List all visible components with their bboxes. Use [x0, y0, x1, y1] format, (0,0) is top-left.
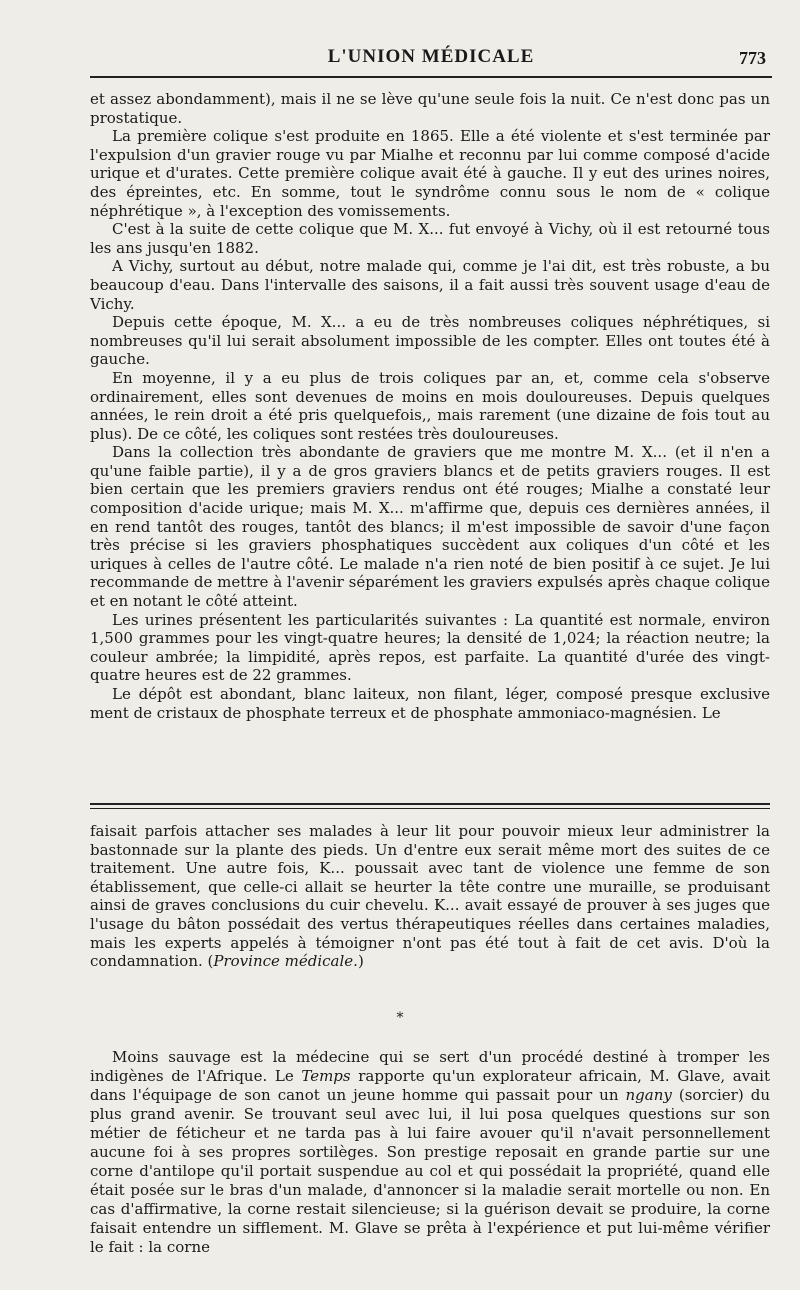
section-separator: *: [396, 1010, 404, 1026]
footnote-text-after: ): [357, 952, 364, 971]
paragraph: et assez abondamment), mais il ne se lève qu'une seule fois la nuit. Ce n'est donc pas un prostatique.: [90, 90, 770, 127]
footnote-text-before: faisait parfois attacher ses malades à leur lit pour pouvoir mieux leur administrer la bastonnade sur la plante des pieds. Un d'entre eux serait même mort des suites de ce traitement. Une autre fois, K... poussait avec tant de violence une femme de son établissement, que celle-ci allait se heurter la tête contre une muraille, se produisant ainsi de graves conclusions du cuir chevelu. K... avait essayé de prouver à ses juges que l'usage du bâton possédait des vertus thérapeutiques réelles dans certaines maladies, mais les experts appelés à témoigner n'ont pas été tout à fait de cet avis. D'où la condamnation. (: [90, 822, 770, 971]
paragraph: [90, 1048, 770, 1257]
term-ngany: ngany: [625, 1086, 672, 1104]
article-text-part: (sorcier) du plus grand avenir. Se trouvant seul avec lui, il lui posa quelques questions sur son métier de féticheur et ne tarda pas à lui faire avouer qu'il n'avait personnellement aucune foi à ses propres sortilèges. Son prestige reposait en grande partie sur une corne d'antilope qu'il portait suspendue au col et qui possédait la propriété, quand elle était posée sur le bras d'un malade, d'annoncer si la maladie serait mortelle ou non. En cas d'affirmative, la corne restait silencieuse; si la guérison devait se produire, la corne faisait entendre un sifflement. M. Glave se prêta à l'expérience et put lui-même vérifier le fait : la corne: [90, 1086, 770, 1256]
page-header: [92, 46, 770, 76]
paragraph: C'est à la suite de cette colique que M. X... fut envoyé à Vichy, où il est retourné tous les ans jusqu'en 1882.: [90, 220, 770, 257]
footnote-rule: [90, 803, 770, 809]
paragraph: Le dépôt est abondant, blanc laiteux, non filant, léger, composé presque exclusive ment de cristaux de phosphate terreux et de phosphate ammoniaco-magnésien. Le: [90, 685, 770, 722]
footnote-text: [90, 822, 770, 971]
paragraph: La première colique s'est produite en 1865. Elle a été violente et s'est terminée par l'expulsion d'un gravier rouge vu par Mialhe et reconnu par lui comme composé d'acide urique et d'urates. Cette première colique avait été à gauche. Il y eut des urines noires, des épreintes, etc. En somme, tout le syndrôme connu sous le nom de « colique néphrétique », à l'exception des vomissements.: [90, 127, 770, 220]
article-text-part: Moins sauvage est la médecine qui se sert d'un procédé destiné à tromper les indigènes de l'Afrique. Le: [90, 1048, 770, 1085]
header-rule: [90, 76, 772, 78]
page-number: 773: [739, 48, 766, 68]
article-text: [90, 1048, 770, 1257]
footnote-source: Province médicale.: [213, 952, 358, 971]
paragraph: Depuis cette époque, M. X... a eu de très nombreuses coliques néphrétiques, si nombreuses qu'il lui serait absolument impossible de les compter. Elles ont toutes été à gauche.: [90, 313, 770, 369]
paragraph: Les urines présentent les particularités suivantes : La quantité est normale, environ 1,500 grammes pour les vingt-quatre heures; la densité de 1,024; la réaction neutre; la couleur ambrée; la limpidité, après repos, est parfaite. La quantité d'urée des vingt-quatre heures est de 22 grammes.: [90, 610, 770, 685]
paragraph: A Vichy, surtout au début, notre malade qui, comme je l'ai dit, est très robuste, a bu beaucoup d'eau. Dans l'intervalle des saisons, il a fait aussi très souvent usage d'eau de Vichy.: [90, 257, 770, 313]
journal-name: Temps: [301, 1067, 351, 1085]
footnote: [90, 822, 770, 971]
running-title: L'UNION MÉDICALE: [327, 46, 535, 67]
paragraph: Dans la collection très abondante de graviers que me montre M. X... (et il n'en a qu'une faible partie), il y a de gros graviers blancs et de petits graviers rouges. Il est bien certain que les premiers graviers rendus ont été rouges; Mialhe a constaté leur composition d'acide urique; mais M. X... m'affirme que, depuis ces dernières années, il en rend tantôt des rouges, tantôt des blancs; il m'est impossible de savoir d'une façon très précise si les graviers phosphatiques succèdent aux coliques d'un côté et les uriques à celles de l'autre côté. Le malade n'a rien noté de bien positif à ce sujet. Je lui recommande de mettre à l'avenir séparément les graviers expulsés après chaque colique et en notant le côté atteint.: [90, 443, 770, 611]
article-text-part: rapporte qu'un explorateur africain, M. Glave, avait dans l'équipage de son canot un jeune homme qui passait pour un: [90, 1067, 770, 1104]
main-text: [90, 90, 770, 722]
paragraph: En moyenne, il y a eu plus de trois coliques par an, et, comme cela s'observe ordinairement, elles sont devenues de moins en mois douloureuses. Depuis quelques années, le rein droit a été pris quelquefois,, mais rarement (une dizaine de fois tout au plus). De ce côté, les coliques sont restées très douloureuses.: [90, 368, 770, 443]
